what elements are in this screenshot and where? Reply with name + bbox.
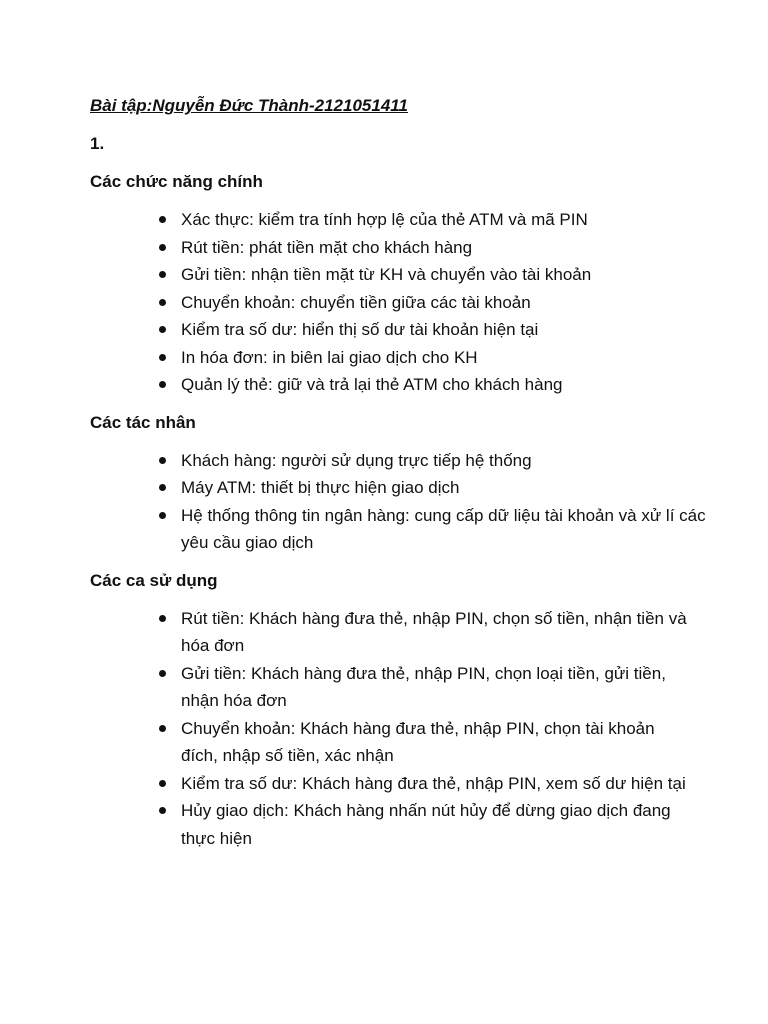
question-number: 1. xyxy=(90,134,105,153)
list-item xyxy=(90,605,708,660)
list-item-text: Chuyển khoản: chuyển tiền giữa các tài khoản xyxy=(181,292,531,312)
list-item xyxy=(90,234,708,262)
list-item-text: Xác thực: kiểm tra tính hợp lệ của thẻ ATM và mã PIN xyxy=(181,210,588,229)
bullet-icon xyxy=(159,780,166,787)
list-item xyxy=(90,660,708,715)
main-functions-list xyxy=(90,206,708,399)
list-item xyxy=(90,797,708,852)
list-item xyxy=(90,715,708,770)
list-item-text: Máy ATM: thiết bị thực hiện giao dịch xyxy=(181,478,460,497)
list-item-text: Quản lý thẻ: giữ và trả lại thẻ ATM cho khách hàng xyxy=(181,375,563,394)
bullet-icon xyxy=(159,299,166,306)
list-item-text: Chuyển khoản: Khách hàng đưa thẻ, nhập PIN, chọn tài khoản đích, nhập số tiền, xác nhận xyxy=(181,718,655,765)
list-item xyxy=(90,770,708,798)
bullet-icon xyxy=(159,326,166,333)
list-item xyxy=(90,289,708,317)
list-item xyxy=(90,474,708,502)
list-item xyxy=(90,502,708,557)
bullet-icon xyxy=(159,381,166,388)
list-item-text: Hủy giao dịch: Khách hàng nhấn nút hủy để dừng giao dịch đang thực hiện xyxy=(181,801,671,848)
list-item xyxy=(90,344,708,372)
section-heading-main-functions: Các chức năng chính xyxy=(90,172,263,191)
actors-list xyxy=(90,447,708,557)
list-item-text: Rút tiền: Khách hàng đưa thẻ, nhập PIN, chọn số tiền, nhận tiền và hóa đơn xyxy=(181,608,687,655)
list-item-text: Khách hàng: người sử dụng trực tiếp hệ thống xyxy=(181,450,532,470)
bullet-icon xyxy=(159,512,166,519)
bullet-icon xyxy=(159,670,166,677)
list-item-text: Kiểm tra số dư: Khách hàng đưa thẻ, nhập PIN, xem số dư hiện tại xyxy=(181,773,686,793)
section-heading-use-cases: Các ca sử dụng xyxy=(90,570,218,590)
list-item-text: Hệ thống thông tin ngân hàng: cung cấp dữ liệu tài khoản và xử lí các yêu cầu giao dịch xyxy=(181,505,706,552)
bullet-icon xyxy=(159,484,166,491)
list-item-text: Gửi tiền: Khách hàng đưa thẻ, nhập PIN, chọn loại tiền, gửi tiền, nhận hóa đơn xyxy=(181,663,666,710)
list-item-text: Rút tiền: phát tiền mặt cho khách hàng xyxy=(181,237,473,257)
section-heading-actors: Các tác nhân xyxy=(90,412,196,432)
bullet-icon xyxy=(159,615,166,622)
list-item xyxy=(90,206,708,234)
list-item-text: Gửi tiền: nhận tiền mặt từ KH và chuyển vào tài khoản xyxy=(181,265,592,284)
list-item xyxy=(90,371,708,399)
list-item xyxy=(90,261,708,289)
bullet-icon xyxy=(159,807,166,814)
list-item xyxy=(90,316,708,344)
document-title: Bài tập:Nguyễn Đức Thành-2121051411 xyxy=(90,96,408,115)
bullet-icon xyxy=(159,457,166,464)
bullet-icon xyxy=(159,725,166,732)
list-item-text: In hóa đơn: in biên lai giao dịch cho KH xyxy=(181,347,478,367)
list-item xyxy=(90,447,708,475)
use-cases-list xyxy=(90,605,708,853)
bullet-icon xyxy=(159,216,166,223)
bullet-icon xyxy=(159,354,166,361)
bullet-icon xyxy=(159,244,166,251)
bullet-icon xyxy=(159,271,166,278)
list-item-text: Kiểm tra số dư: hiển thị số dư tài khoản hiện tại xyxy=(181,320,539,339)
